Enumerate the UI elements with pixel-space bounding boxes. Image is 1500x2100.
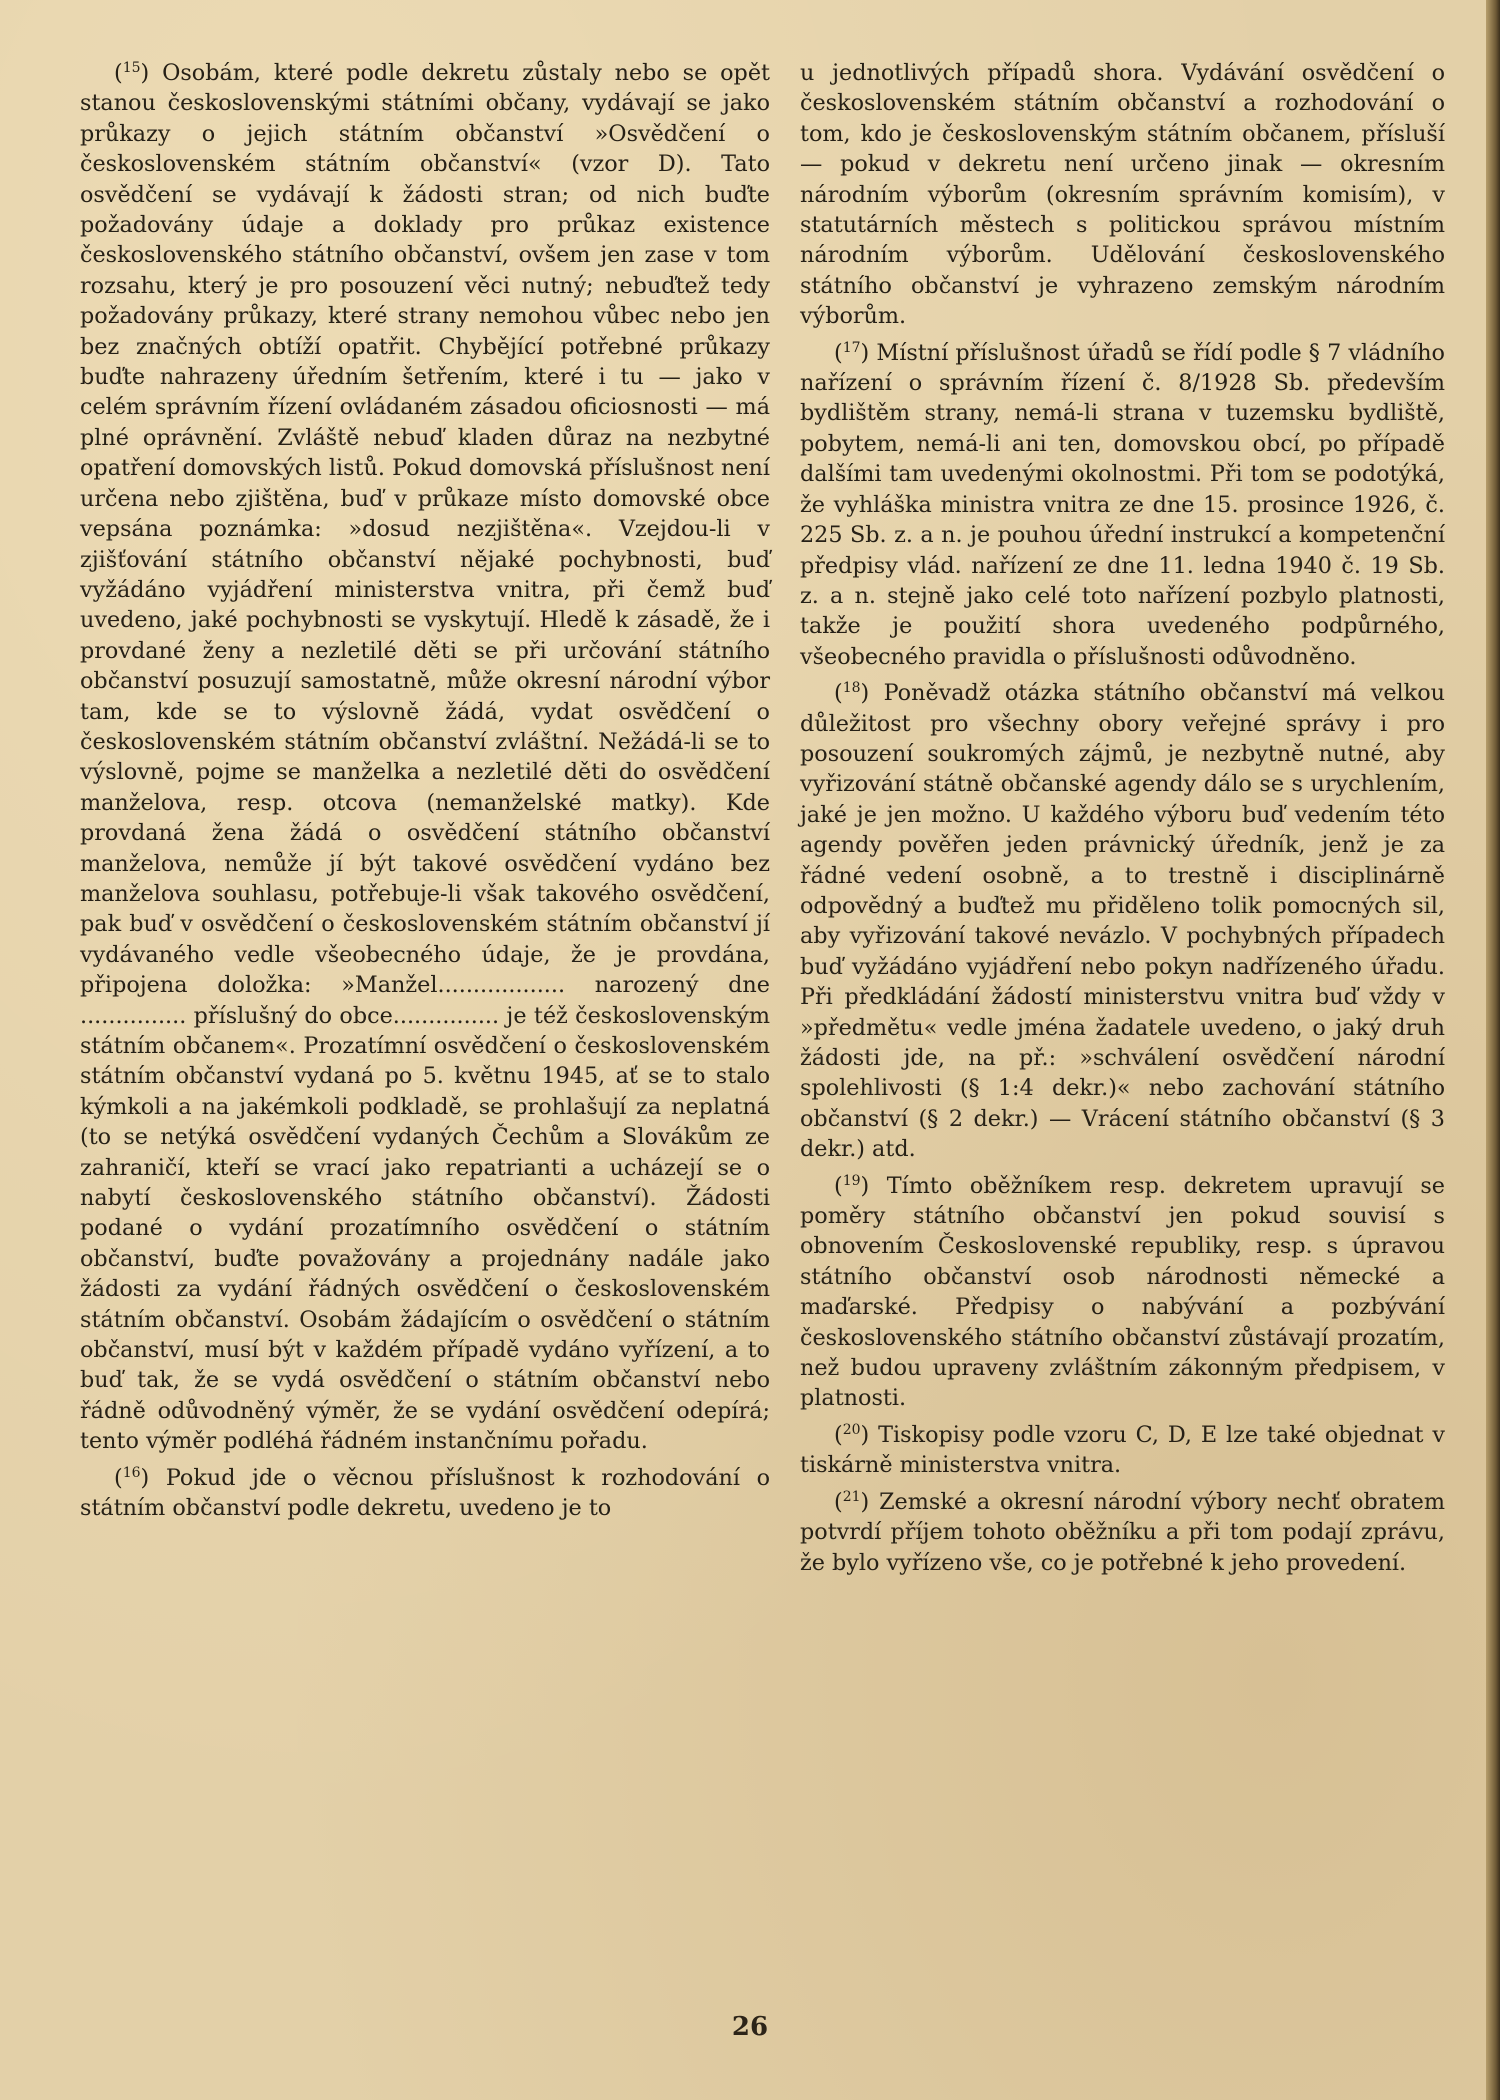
footnote-paragraph: ($^{17}$) Místní příslušnost úřadů se řídí podle § 7 vládního nařízení o správním řízení č. 8/1928 Sb. především bydlištěm strany, nemá-li strana v tuzemsku bydliště, pobytem, nemá-li ani ten, domovskou obcí, po případě dalšími tam uvedenými okolnostmi. Při tom se podotýká, že vyhláška ministra vnitra ze dne 15. prosince 1926, č. 225 Sb. z. a n. je pouhou úřední instrukcí a kompetenční předpisy vlád. nařízení ze dne 11. ledna 1940 č. 19 Sb. z. a n. stejně jako celé toto nařízení pozbylo platnosti, takže je použití shora uvedeného podpůrného, všeobecného pravidla o příslušnosti odůvodněno. xyxy=(800,339,1445,670)
continued-paragraph xyxy=(800,58,1445,332)
paragraph-text: Zemské a okresní národní výbory nechť obratem potvrdí příjem tohoto oběžníku a při tom podají zprávu, že bylo vyřízeno vše, co je potřebné k jeho provedení. xyxy=(800,1488,1445,1576)
right-column xyxy=(800,58,1445,1584)
footnote-number: 19 xyxy=(842,1172,861,1189)
footnote-number: 21 xyxy=(842,1488,861,1505)
paragraph-text: Osobám, které podle dekretu zůstaly nebo se opět stanou československými státními občany, vydávají se jako průkazy o jejich státním občanství »Osvědčení o československém státním občanství« (vzor D). Tato osvědčení se vydávají k žádosti stran; od nich buďte požadovány údaje a doklady pro průkaz existence československého státního občanství, ovšem jen zase v tom rozsahu, který je pro posouzení věci nutný; nebuďtež tedy požadovány průkazy, které strany nemohou vůbec nebo jen bez značných obtíží opatřit. Chybějící potřebné průkazy buďte nahrazeny úředním šetřením, které i tu — jako v celém správním řízení ovládaném zásadou oficiosnosti — má plné oprávnění. Zvláště nebuď kladen důraz na nezbytné opatření domovských listů. Pokud domovská příslušnost není určena nebo zjištěna, buď v průkaze místo domovské obce vepsána poznámka: »dosud nezjištěna«. Vzejdou-li v zjišťování státního občanství nějaké pochybnosti, buď vyžádáno vyjádření ministerstva vnitra, při čemž buď uvedeno, jaké pochybnosti se vyskytují. Hledě k zásadě, že i provdané ženy a nezletilé děti se při určování státního občanství posuzují samostatně, může okresní národní výbor tam, kde se to výslovně žádá, vydat osvědčení o československém státním občanství zvláštní. Nežádá-li se to výslovně, pojme se manželka a nezletilé děti do osvědčení manželova, resp. otcova (nemanželské matky). Kde provdaná žena žádá o osvědčení státního občanství manželova, nemůže jí být takové osvědčení vydáno bez manželova souhlasu, potřebuje-li však takového osvědčení, pak buď v osvědčení o československém státním občanství jí vydávaného vedle všeobecného údaje, že je provdána, připojena doložka: »Manžel.................. narozený dne ............... příslušný do obce............... je též československým státním občanem«. Prozatímní osvědčení o československém státním občanství vydaná po 5. květnu 1945, ať se to stalo kýmkoli a na jakémkoli podkladě, se prohlašují za neplatná (to se netýká osvědčení vydaných Čechům a Slovákům ze zahraničí, kteří se vrací jako repatrianti a ucházejí se o nabytí československého státního občanství). Žádosti podané o vydání prozatímního osvědčení o státním občanství, buďte považovány a projednány nadále jako žádosti za vydání řádných osvědčení o československém státním občanství. Osobám žádajícím o osvědčení o státním občanství, musí být v každém případě vydáno vyřízení, a to buď tak, že se vydá osvědčení o státním občanství nebo řádně odůvodněný výměr, že se vydání osvědčení odepírá; tento výměr podléhá řádném instančnímu pořadu. xyxy=(80,60,770,1455)
footnote-number: 16 xyxy=(122,1464,141,1481)
paragraph-text: Tiskopisy podle vzoru C, D, E lze také objednat v tiskárně ministerstva vnitra. xyxy=(800,1421,1445,1479)
footnote-paragraph: ($^{20}$) Tiskopisy podle vzoru C, D, E lze také objednat v tiskárně ministerstva vnitra. xyxy=(800,1421,1445,1479)
paragraph-text: u jednotlivých případů shora. Vydávání osvědčení o československém státním občanství a rozhodování o tom, kdo je československým státním občanem, přísluší — pokud v dekretu není určeno jinak — okresním národním výborům (okresním správním komisím), v statutárních městech s politickou správou místním národním výborům. Udělování československého státního občanství je vyhrazeno zemským národním výborům. xyxy=(800,60,1445,330)
paragraph-text: Pokud jde o věcnou příslušnost k rozhodování o státním občanství podle dekretu, uvedeno je to xyxy=(80,1464,770,1522)
page-number: 26 xyxy=(731,2012,769,2042)
footnote-number: 18 xyxy=(842,680,861,697)
footnote-paragraph: ($^{19}$) Tímto oběžníkem resp. dekretem upravují se poměry státního občanství jen pokud souvisí s obnovením Československé republiky, resp. s úpravou státního občanství osob národnosti německé a maďarské. Předpisy o nabývání a pozbývání československého státního občanství zůstávají prozatím, než budou upraveny zvláštním zákonným předpisem, v platnosti. xyxy=(800,1172,1445,1412)
footnote-number: 15 xyxy=(122,60,141,76)
binding-edge xyxy=(1486,0,1500,2100)
paragraph-text: Tímto oběžníkem resp. dekretem upravují se poměry státního občanství jen pokud souvisí s obnovením Československé republiky, resp. s úpravou státního občanství osob národnosti německé a maďarské. Předpisy o nabývání a pozbývání československého státního občanství zůstávají prozatím, než budou upraveny zvláštním zákonným předpisem, v platnosti. xyxy=(800,1172,1445,1412)
paragraph-text: Poněvadž otázka státního občanství má velkou důležitost pro všechny obory veřejné správy i pro posouzení soukromých zájmů, je nezbytně nutné, aby vyřizování státně občanské agendy dálo se s urychlením, jaké je jen možno. U každého výboru buď vedením této agendy pověřen jeden právnický úředník, jenž je za řádné vedení osobně, a to trestně i disciplinárně odpovědný a buďtež mu přiděleno tolik pomocných sil, aby vyřizování takové nevázlo. V pochybných případech buď vyžádáno vyjádření nebo pokyn nadřízeného úřadu. Při předkládání žádostí ministerstvu vnitra buď vždy v »předmětu« vedle jména žadatele uvedeno, o jaký druh žádosti jde, na př.: »schválení osvědčení národní spolehlivosti (§ 1:4 dekr.)« nebo zachování státního občanství (§ 2 dekr.) — Vrácení státního občanství (§ 3 dekr.) atd. xyxy=(800,680,1445,1163)
left-column xyxy=(80,58,770,1530)
footnote-paragraph: ($^{15}$) Osobám, které podle dekretu zůstaly nebo se opět stanou československými státními občany, vydávají se jako průkazy o jejich státním občanství »Osvědčení o československém státním občanství« (vzor D). Tato osvědčení se vydávají k žádosti stran; od nich buďte požadovány údaje a doklady pro průkaz existence československého státního občanství, ovšem jen zase v tom rozsahu, který je pro posouzení věci nutný; nebuďtež tedy požadovány průkazy, které strany nemohou vůbec nebo jen bez značných obtíží opatřit. Chybějící potřebné průkazy buďte nahrazeny úředním šetřením, které i tu — jako v celém správním řízení ovládaném zásadou oficiosnosti — má plné oprávnění. Zvláště nebuď kladen důraz na nezbytné opatření domovských listů. Pokud domovská příslušnost není určena nebo zjištěna, buď v průkaze místo domovské obce vepsána poznámka: »dosud nezjištěna«. Vzejdou-li v zjišťování státního občanství nějaké pochybnosti, buď vyžádáno vyjádření ministerstva vnitra, při čemž buď uvedeno, jaké pochybnosti se vyskytují. Hledě k zásadě, že i provdané ženy a nezletilé děti se při určování státního občanství posuzují samostatně, může okresní národní výbor tam, kde se to výslovně žádá, vydat osvědčení o československém státním občanství zvláštní. Nežádá-li se to výslovně, pojme se manželka a nezletilé děti do osvědčení manželova, resp. otcova (nemanželské matky). Kde provdaná žena žádá o osvědčení státního občanství manželova, nemůže jí být takové osvědčení vydáno bez manželova souhlasu, potřebuje-li však takového osvědčení, pak buď v osvědčení o československém státním občanství jí vydávaného vedle všeobecného údaje, že je provdána, připojena doložka: »Manžel.................. narozený dne ............... příslušný do obce............... je též československým státním občanem«. Prozatímní osvědčení o československém státním občanství vydaná po 5. květnu 1945, ať se to stalo kýmkoli a na jakémkoli podkladě, se prohlašují za neplatná (to se netýká osvědčení vydaných Čechům a Slovákům ze zahraničí, kteří se vrací jako repatrianti a ucházejí se o nabytí československého státního občanství). Žádosti podané o vydání prozatímního osvědčení o státním občanství, buďte považovány a projednány nadále jako žádosti za vydání řádných osvědčení o československém státním občanství. Osobám žádajícím o osvědčení o státním občanství, musí být v každém případě vydáno vyřízení, a to buď tak, že se vydá osvědčení o státním občanství nebo řádně odůvodněný výměr, že se vydání osvědčení odepírá; tento výměr podléhá řádném instančnímu pořadu. xyxy=(80,60,770,1455)
footnote-paragraph: ($^{21}$) Zemské a okresní národní výbory nechť obratem potvrdí příjem tohoto oběžníku a při tom podají zprávu, že bylo vyřízeno vše, co je potřebné k jeho provedení. xyxy=(800,1488,1445,1576)
footnote-paragraph: ($^{16}$) Pokud jde o věcnou příslušnost k rozhodování o státním občanství podle dekretu, uvedeno je to xyxy=(80,1464,770,1522)
paragraph-text: Místní příslušnost úřadů se řídí podle § 7 vládního nařízení o správním řízení č. 8/1928 Sb. především bydlištěm strany, nemá-li strana v tuzemsku bydliště, pobytem, nemá-li ani ten, domovskou obcí, po případě dalšími tam uvedenými okolnostmi. Při tom se podotýká, že vyhláška ministra vnitra ze dne 15. prosince 1926, č. 225 Sb. z. a n. je pouhou úřední instrukcí a kompetenční předpisy vlád. nařízení ze dne 11. ledna 1940 č. 19 Sb. z. a n. stejně jako celé toto nařízení pozbylo platnosti, takže je použití shora uvedeného podpůrného, všeobecného pravidla o příslušnosti odůvodněno. xyxy=(800,339,1445,670)
footnote-number: 17 xyxy=(842,339,861,356)
footnote-paragraph: ($^{18}$) Poněvadž otázka státního občanství má velkou důležitost pro všechny obory veřejné správy i pro posouzení soukromých zájmů, je nezbytně nutné, aby vyřizování státně občanské agendy dálo se s urychlením, jaké je jen možno. U každého výboru buď vedením této agendy pověřen jeden právnický úředník, jenž je za řádné vedení osobně, a to trestně i disciplinárně odpovědný a buďtež mu přiděleno tolik pomocných sil, aby vyřizování takové nevázlo. V pochybných případech buď vyžádáno vyjádření nebo pokyn nadřízeného úřadu. Při předkládání žádostí ministerstvu vnitra buď vždy v »předmětu« vedle jména žadatele uvedeno, o jaký druh žádosti jde, na př.: »schválení osvědčení národní spolehlivosti (§ 1:4 dekr.)« nebo zachování státního občanství (§ 2 dekr.) — Vrácení státního občanství (§ 3 dekr.) atd. xyxy=(800,680,1445,1163)
footnote-number: 20 xyxy=(842,1421,861,1438)
